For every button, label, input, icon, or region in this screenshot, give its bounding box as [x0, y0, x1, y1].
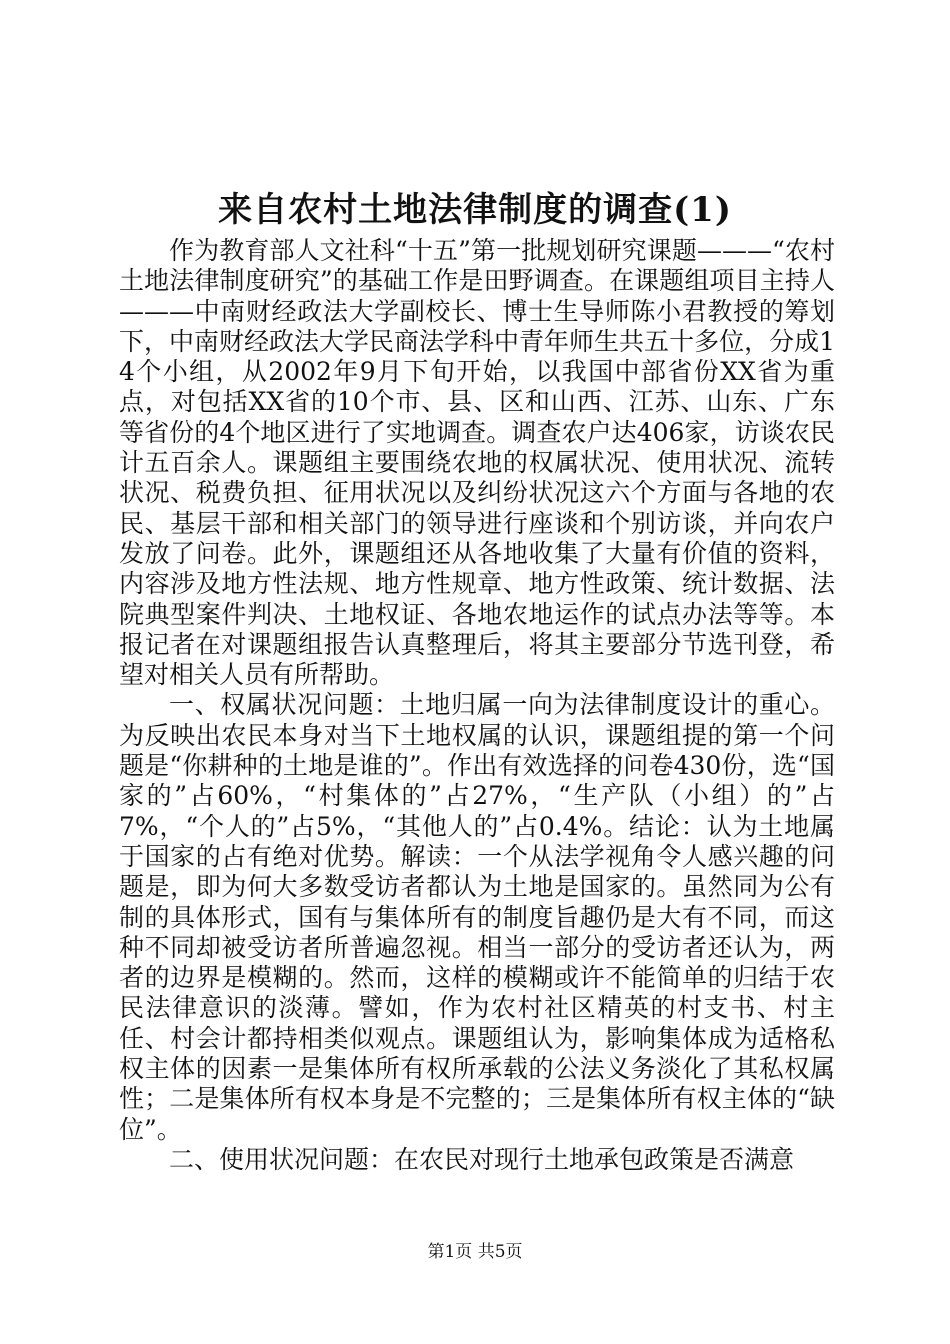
paragraph-ownership: 一、权属状况问题：土地归属一向为法律制度设计的重心。为反映出农民本身对当下土地权属的认识，课题组提的第一个问题是“你耕种的土地是谁的”。作出有效选择的问卷430份，选“国家的”占60%，“村集体的”占27%，“生产队（小组）的”占7%，“个人的”占5%，“其他人的”占0.4%。结论：认为土地属于国家的占有绝对优势。解读：一个从法学视角令人感兴趣的问题是，即为何大多数受访者都认为土地是国家的。虽然同为公有制的具体形式，国有与集体所有的制度旨趣仍是大有不同，而这种不同却被受访者所普遍忽视。相当一部分的受访者还认为，两者的边界是模糊的。然而，这样的模糊或许不能简单的归结于农民法律意识的淡薄。譬如，作为农村社区精英的村支书、村主任、村会计都持相类似观点。课题组认为，影响集体成为适格私权主体的因素一是集体所有权所承载的公法义务淡化了其私权属性；二是集体所有权本身是不完整的；三是集体所有权主体的“缺位”。 — [119, 690, 835, 1144]
paragraph-intro: 作为教育部人文社科“十五”第一批规划研究课题———“农村土地法律制度研究”的基础工作是田野调查。在课题组项目主持人———中南财经政法大学副校长、博士生导师陈小君教授的筹划下，中南财经政法大学民商法学科中青年师生共五十多位，分成14个小组，从2002年9月下旬开始，以我国中部省份XX省为重点，对包括XX省的10个市、县、区和山西、江苏、山东、广东等省份的4个地区进行了实地调查。调查农户达406家，访谈农民计五百余人。课题组主要围绕农地的权属状况、使用状况、流转状况、税费负担、征用状况以及纠纷状况这六个方面与各地的农民、基层干部和相关部门的领导进行座谈和个别访谈，并向农户发放了问卷。此外，课题组还从各地收集了大量有价值的资料，内容涉及地方性法规、地方性规章、地方性政策、统计数据、法院典型案件判决、土地权证、各地农地运作的试点办法等等。本报记者在对课题组报告认真整理后，将其主要部分节选刊登，希望对相关人员有所帮助。 — [119, 236, 835, 690]
document-title: 来自农村土地法律制度的调查(1) — [218, 190, 732, 230]
page-footer: 第1页 共5页 — [427, 1242, 523, 1262]
paragraph-usage: 二、使用状况问题：在农民对现行土地承包政策是否满意 — [169, 1144, 795, 1174]
document-body — [119, 236, 835, 1175]
